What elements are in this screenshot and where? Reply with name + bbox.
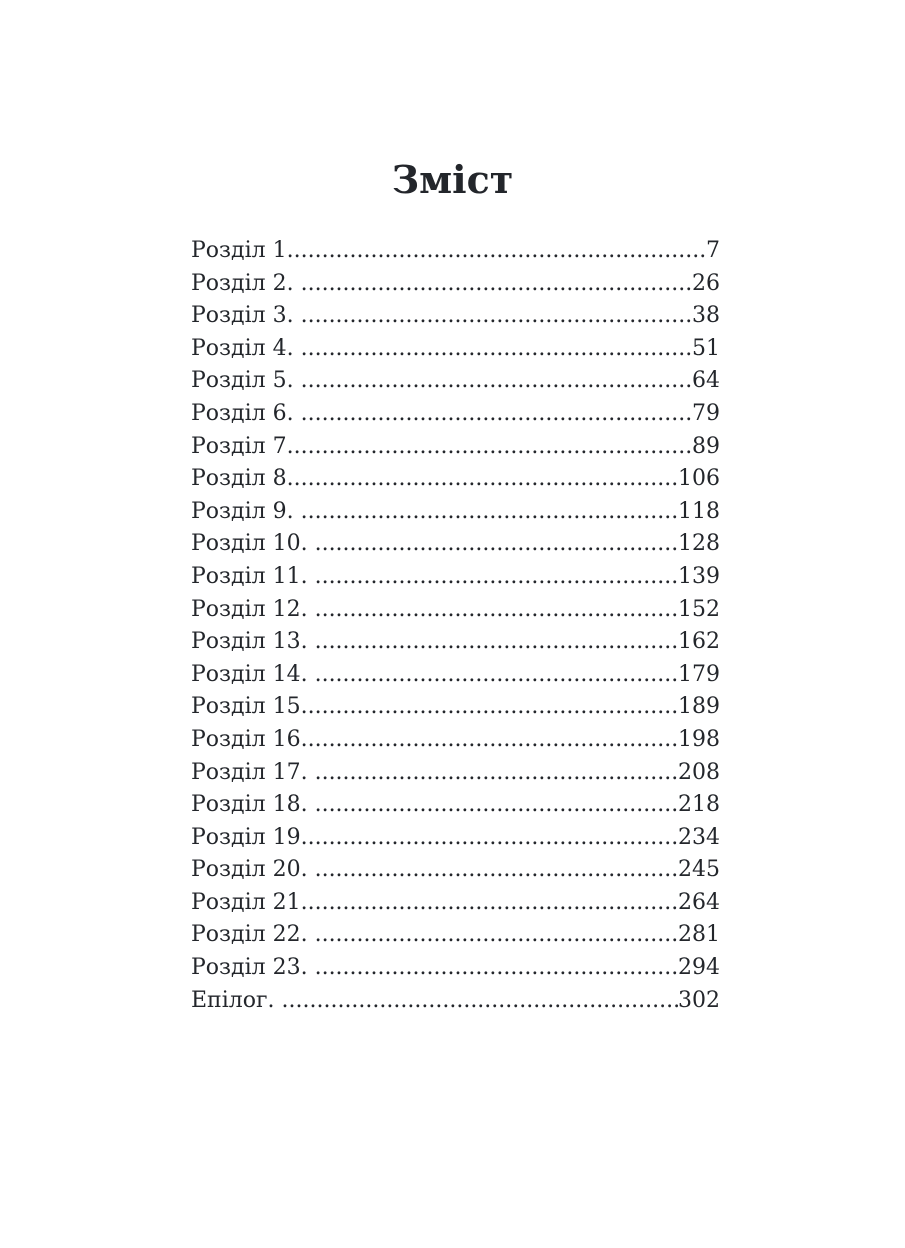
- toc-entry-page: 245: [678, 857, 720, 883]
- toc-entry-label: Розділ 1: [191, 238, 287, 263]
- dot-leader: [301, 496, 678, 529]
- toc-entry-page: 38: [692, 303, 720, 329]
- toc-entry: [191, 691, 720, 724]
- toc-entry-label: Розділ 16: [191, 726, 301, 752]
- toc-entry-page: 118: [678, 498, 720, 524]
- toc-entry: [191, 887, 720, 920]
- dot-leader: [301, 887, 678, 920]
- dot-leader: [315, 919, 678, 952]
- toc-entry-page: 162: [678, 629, 720, 655]
- dot-leader: [301, 300, 692, 333]
- dot-leader: [287, 431, 692, 464]
- toc-entry-label: Розділ 14.: [191, 661, 315, 687]
- toc-entry-page: 294: [678, 955, 720, 981]
- toc-entry-page: 208: [678, 759, 720, 785]
- toc-entry: [191, 919, 720, 952]
- dot-leader: [315, 659, 678, 692]
- toc-entry: [191, 854, 720, 887]
- toc-entry-page: 7: [706, 238, 720, 263]
- toc-entry-page: 264: [678, 889, 720, 915]
- toc-entry-label: Розділ 8: [191, 466, 287, 492]
- toc-entry-label: Розділ 15: [191, 694, 301, 720]
- toc-entry: [191, 724, 720, 757]
- toc-entry-label: Розділ 22.: [191, 922, 315, 948]
- dot-leader: [315, 789, 678, 822]
- toc-entry-label: Розділ 12.: [191, 596, 315, 622]
- toc-entry-label: Розділ 19: [191, 824, 301, 850]
- toc-entry-label: Розділ 9.: [191, 498, 301, 524]
- toc-entry-label: Розділ 21: [191, 889, 301, 915]
- toc-entry-label: Розділ 5.: [191, 368, 301, 394]
- dot-leader: [315, 757, 678, 790]
- dot-leader: [315, 854, 678, 887]
- toc-entry: [191, 822, 720, 855]
- toc-entry: [191, 789, 720, 822]
- toc-entry: [191, 659, 720, 692]
- toc-entry-page: 281: [678, 922, 720, 948]
- toc-entry-label: Розділ 17.: [191, 759, 315, 785]
- toc-entry-page: 139: [678, 563, 720, 589]
- toc-entry: [191, 398, 720, 431]
- dot-leader: [301, 822, 678, 855]
- toc-entry-page: 89: [692, 433, 720, 459]
- toc-entry: [191, 528, 720, 561]
- dot-leader: [301, 398, 692, 431]
- dot-leader: [301, 365, 692, 398]
- toc-entry: [191, 626, 720, 659]
- toc-entry-label: Розділ 3.: [191, 303, 301, 329]
- toc-entry-page: 51: [692, 335, 720, 361]
- toc-entry: [191, 463, 720, 496]
- dot-leader: [315, 594, 678, 627]
- page-title: Зміст: [391, 157, 514, 202]
- dot-leader: [287, 235, 706, 268]
- toc-entry-label: Розділ 7: [191, 433, 287, 459]
- toc-entry: [191, 268, 720, 301]
- toc-entry: [191, 496, 720, 529]
- toc-entry-page: 218: [678, 792, 720, 818]
- dot-leader: [282, 985, 679, 1018]
- toc-entry-label: Розділ 23.: [191, 955, 315, 981]
- toc-entry-label: Розділ 13.: [191, 629, 315, 655]
- table-of-contents: [191, 235, 720, 1017]
- toc-entry-page: 128: [678, 531, 720, 557]
- dot-leader: [301, 724, 678, 757]
- toc-entry: [191, 594, 720, 627]
- dot-leader: [315, 626, 678, 659]
- toc-entry-label: Розділ 20.: [191, 857, 315, 883]
- toc-entry-label: Розділ 6.: [191, 400, 301, 426]
- toc-entry-page: 106: [678, 466, 720, 492]
- toc-entry-page: 26: [692, 270, 720, 296]
- toc-entry-page: 198: [678, 726, 720, 752]
- toc-entry-page: 64: [692, 368, 720, 394]
- toc-entry: [191, 235, 720, 268]
- toc-entry-page: 152: [678, 596, 720, 622]
- toc-entry: [191, 757, 720, 790]
- toc-entry-label: Розділ 18.: [191, 792, 315, 818]
- toc-entry-page: 179: [678, 661, 720, 687]
- toc-entry-label: Розділ 11.: [191, 563, 315, 589]
- dot-leader: [287, 463, 678, 496]
- toc-entry: [191, 333, 720, 366]
- dot-leader: [301, 268, 692, 301]
- dot-leader: [315, 561, 678, 594]
- toc-entry-page: 302: [678, 987, 720, 1013]
- toc-entry: [191, 985, 720, 1018]
- toc-entry-label: Розділ 4.: [191, 335, 301, 361]
- toc-entry: [191, 300, 720, 333]
- toc-entry-page: 189: [678, 694, 720, 720]
- toc-entry-label: Розділ 2.: [191, 270, 301, 296]
- toc-entry-label: Розділ 10.: [191, 531, 315, 557]
- dot-leader: [315, 952, 678, 985]
- toc-entry: [191, 952, 720, 985]
- dot-leader: [301, 333, 692, 366]
- toc-entry-label: Епілог.: [191, 987, 282, 1013]
- toc-entry: [191, 431, 720, 464]
- toc-entry: [191, 561, 720, 594]
- toc-entry-page: 234: [678, 824, 720, 850]
- toc-entry: [191, 365, 720, 398]
- toc-entry-page: 79: [692, 400, 720, 426]
- dot-leader: [315, 528, 678, 561]
- dot-leader: [301, 691, 678, 724]
